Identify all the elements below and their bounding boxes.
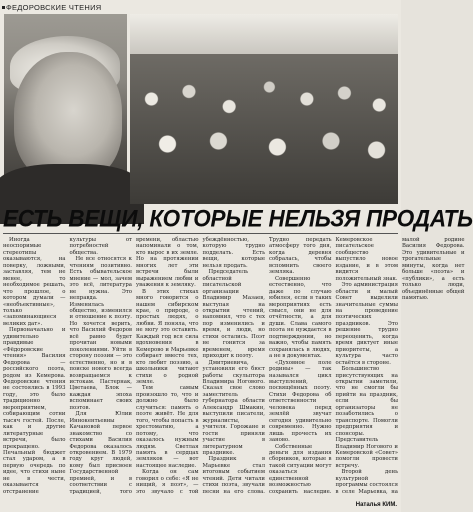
- article-paragraph: Дмитриевича, установили его бюст работы скульптора Владимира Ногового. Сказал свое слово заместитель губернатора области Александр Шмакин, выступили писатели, журналисты, учителя. Горожане и гости приняли участие в литературном празднике.: [202, 359, 265, 456]
- audience-photo: [130, 14, 398, 202]
- article-paragraph: Большинство присутствующих на открытии заметили, что не смогли бы прийти на праздник, если бы организаторы не позаботились о транспорте. Помогли предприятия и спонсоры. Представитель Владимир Ногового и Кемеровской «Совет» помогли провести встречу.: [335, 366, 398, 469]
- article-paragraph: Совершенно естественно, что даже по случаю юбилея, если в таких мероприятиях есть смысл, они не для отчётности, а для души. Слава самого поэта не нуждается в подтверждении, но важно, чтобы память сохранялась в людях, а не в документах.: [269, 275, 332, 360]
- article-paragraph: Праздник в Марьевке стал итоговым событием чтений. Дети читали стихи поэта, звучали песни на его слова. Трудно передать атмосферу того дня, когда деревня собралась, чтобы вспомнить своего земляка.: [202, 237, 332, 495]
- headline-rule: [3, 233, 398, 234]
- section-rubric: ФЕДОРОВСКИЕ ЧТЕНИЯ: [6, 3, 102, 12]
- article-paragraph: Для Юлии Иннокентьевны Качановой первое знакомство со стихами Василия Федорова оказалось откровением. В 1979 году круг людей, кому был присвоен Государственной премией, и в соответствии с традицией, того времени, областью напоминали о том, кто вырос в их земле. Но на протяжении многих лет эти встречи были выражением любви и уважения к земляку.: [69, 237, 199, 495]
- article-paragraph: Иногда неоспоримые стереотипы оказываются, на поверку, ложными, заставляя, тем не менее, то необходимое решать, что прошлое, о котором думали — «необъективные», только «запоминающиеся великих дат».: [3, 237, 66, 327]
- article-headline: ЕСТЬ ВЕЩИ, КОТОРЫЕ НЕЛЬЗЯ ПРОДАТЬ: [3, 204, 473, 232]
- article-paragraph: Первоначально и удивительно правдивые «Фёдоровские чтения» Василия Федорова — российского поэта, родом из Кемерова. Федоровские чтения не состоялись в 1993 году, это было традиционно мероприятием, собирающим сотни тысяч гостей. После, как и другие литературные встречи, было прекращено. Печальный бюджет стал ударом, а в первую очередь по идее, что стихи ныне не в чести, оказывается отстранение культуры от потребностей общества.: [3, 237, 132, 495]
- article-paragraph: Это администрация области и малый Совет выделили значительные суммы на проведение поэтических праздников. Это решение трудно переоценить, когда время диктует иные приоритеты, а культура часто остаётся в стороне.: [335, 282, 398, 366]
- article-body: [3, 237, 465, 501]
- article-paragraph: Собственные деньги для издания сборников, которые в такой ситуации могут оказаться единственной возможностью сохранить наследие. Кемеровское писательское сообщество выпустило новое издание, и в этом видится положительный знак.: [269, 237, 398, 495]
- portrait-photo: [4, 14, 127, 202]
- article-paragraph: Второй день культурной программы состоялся в селе Марьевка, на малой родине Василия Федорова. Это удивительные и трогательные минуты, когда нет больше «поэта» и «публики», а есть только люди, объединённые общей памятью.: [335, 237, 465, 495]
- article-paragraph: «Духовное поле родины» — так назывался цикл выступлений, посвящённых поэту. Стихи Федорова об ответственности человека перед землёй звучат сегодня удивительно современно. Нужно лишь прочесть их заново.: [269, 359, 332, 444]
- article-paragraph: В этих стихах много говорится о нашем сибирском крае, о природе, о простых людях, о любви. Я поняла, что не могу это оставить. Каждый год вся сила вдохновения в Кемерово и Марьевке собирает вместе тех, кто любит поэзию, а школьники читают стихи о родной земле.: [136, 288, 199, 385]
- article-paragraph: Не все относятся к чтениям позитивно. Есть обывательское мнение — мол, зачем это всё, литература не нужна. Это неправда. Изменилась общество, изменился и отношение к поэту. Но хочется верить, что Василий Федоров всё равно будет прочитан новыми поколениями. Уйти в сторону поэзии — это естественно, но и в поиске нового всегда возвращаемся к истокам. Пастернак, Цветаева, Блок — каждая эпоха вспоминает своих поэтов.: [69, 256, 132, 411]
- article-paragraph: Председатель областной писательской организации Владимир Мазаев, выступая на открытии чтений, напомнил, что с тех пор изменились и время, и люди, но стихи остались. Поэт не гонится за временем, время приходит к поэту.: [202, 269, 265, 360]
- author-signature: Наталья КИМ.: [355, 502, 397, 508]
- article-paragraph: Когда он сам говорил о себе: «Я не нищий, я поэт», — это звучало с той убеждённостью, которую трудно подделать. Есть вещи, которые нельзя продать.: [136, 237, 265, 495]
- article-paragraph: Тем самым произошло то, что и должно было случиться: память о поэте живёт. Не для того, чтобы попасть в хрестоматию, а потому, что оказалось нужным людям. Светлая память в сердцах земляков — вот настоящее наследие.: [136, 385, 199, 469]
